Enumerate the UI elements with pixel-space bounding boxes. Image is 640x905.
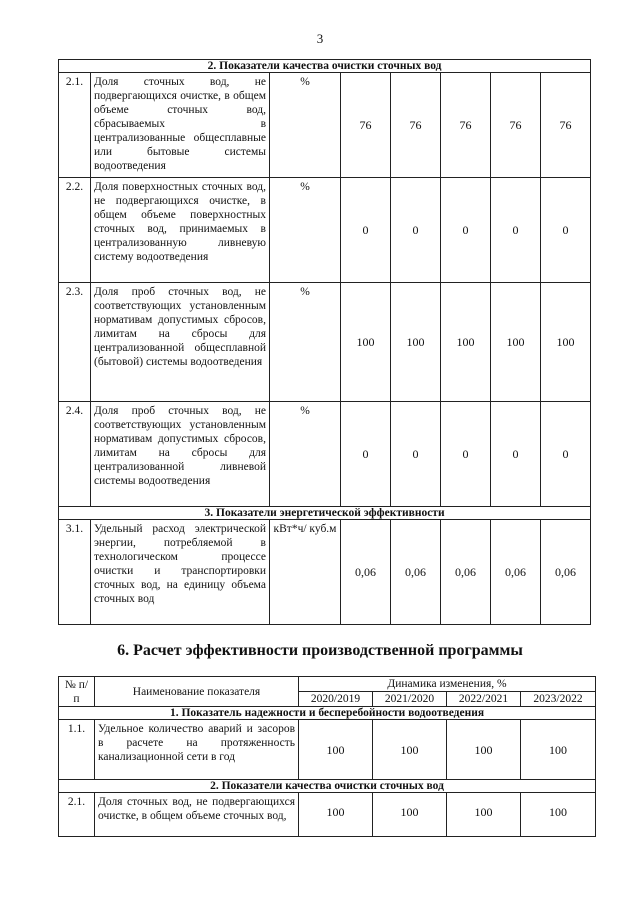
value-cell: 0 bbox=[391, 178, 441, 283]
col-number-header: № п/п bbox=[59, 677, 95, 707]
indicator-name: Доля проб сточных вод, не соответствующих установленным нормативам допустимых сбросов, лимитам на сбросы для централизованной ливневой системы водоотведения bbox=[91, 402, 270, 507]
section-title: 2. Показатели качества очистки сточных вод bbox=[59, 780, 596, 793]
value-cell: 0,06 bbox=[541, 520, 591, 625]
table-row bbox=[59, 178, 591, 283]
value-cell: 100 bbox=[541, 283, 591, 402]
indicator-name: Доля сточных вод, не подвергающихся очистке, в общем объеме сточных вод, сбрасываемых в централизованные общесплавные или бытовые системы водоотведения bbox=[91, 73, 270, 178]
value-cell: 100 bbox=[447, 720, 521, 780]
table-row bbox=[59, 73, 591, 178]
year-header: 2021/2020 bbox=[373, 692, 447, 707]
section-row bbox=[59, 780, 596, 793]
value-cell: 100 bbox=[521, 793, 596, 837]
unit-cell: % bbox=[270, 402, 341, 507]
unit-cell: % bbox=[270, 178, 341, 283]
row-number: 2.2. bbox=[59, 178, 91, 283]
value-cell: 76 bbox=[441, 73, 491, 178]
value-cell: 76 bbox=[341, 73, 391, 178]
section-heading: 6. Расчет эффективности производственной программы bbox=[117, 642, 523, 659]
unit-cell: кВт*ч/ куб.м bbox=[270, 520, 341, 625]
col-name-header: Наименование показателя bbox=[95, 677, 299, 707]
value-cell: 100 bbox=[299, 793, 373, 837]
section-row bbox=[59, 60, 591, 73]
value-cell: 100 bbox=[299, 720, 373, 780]
indicator-name: Доля поверхностных сточных вод, не подвергающихся очистке, в общем объеме поверхностных сточных вод, принимаемых в централизованную ливневую систему водоотведения bbox=[91, 178, 270, 283]
indicator-name: Удельное количество аварий и засоров в расчете на протяженность канализационной сети в год bbox=[95, 720, 299, 780]
row-number: 1.1. bbox=[59, 720, 95, 780]
row-number: 2.4. bbox=[59, 402, 91, 507]
table-row bbox=[59, 793, 596, 837]
section-title: 1. Показатель надежности и бесперебойности водоотведения bbox=[59, 707, 596, 720]
value-cell: 76 bbox=[541, 73, 591, 178]
value-cell: 0,06 bbox=[491, 520, 541, 625]
row-number: 3.1. bbox=[59, 520, 91, 625]
value-cell: 0,06 bbox=[341, 520, 391, 625]
value-cell: 100 bbox=[373, 720, 447, 780]
indicators-table bbox=[58, 59, 591, 625]
table-row bbox=[59, 720, 596, 780]
year-header: 2020/2019 bbox=[299, 692, 373, 707]
table-row bbox=[59, 520, 591, 625]
indicator-name: Доля сточных вод, не подвергающихся очистке, в общем объеме сточных вод, bbox=[95, 793, 299, 837]
indicator-name: Доля проб сточных вод, не соответствующих установленным нормативам допустимых сбросов, лимитам на сбросы для централизованной общесплавной (бытовой) системы водоотведения bbox=[91, 283, 270, 402]
dynamics-header: Динамика изменения, % bbox=[299, 677, 596, 692]
value-cell: 100 bbox=[441, 283, 491, 402]
value-cell: 0 bbox=[341, 178, 391, 283]
section-row bbox=[59, 507, 591, 520]
value-cell: 100 bbox=[521, 720, 596, 780]
row-number: 2.1. bbox=[59, 73, 91, 178]
row-number: 2.1. bbox=[59, 793, 95, 837]
value-cell: 0 bbox=[491, 402, 541, 507]
value-cell: 76 bbox=[491, 73, 541, 178]
value-cell: 0 bbox=[441, 402, 491, 507]
value-cell: 100 bbox=[491, 283, 541, 402]
value-cell: 100 bbox=[341, 283, 391, 402]
header-row bbox=[59, 677, 596, 692]
unit-cell: % bbox=[270, 283, 341, 402]
value-cell: 0 bbox=[491, 178, 541, 283]
table-row bbox=[59, 283, 591, 402]
efficiency-table bbox=[58, 676, 596, 837]
value-cell: 0 bbox=[391, 402, 441, 507]
year-header: 2023/2022 bbox=[521, 692, 596, 707]
value-cell: 76 bbox=[391, 73, 441, 178]
unit-cell: % bbox=[270, 73, 341, 178]
value-cell: 100 bbox=[447, 793, 521, 837]
value-cell: 0,06 bbox=[391, 520, 441, 625]
section-row bbox=[59, 707, 596, 720]
page-number: 3 bbox=[316, 31, 324, 46]
value-cell: 0 bbox=[441, 178, 491, 283]
value-cell: 0,06 bbox=[441, 520, 491, 625]
value-cell: 0 bbox=[541, 402, 591, 507]
indicator-name: Удельный расход электрической энергии, потребляемой в технологическом процессе очистки и транспортировки сточных вод, на единицу объема сточных вод bbox=[91, 520, 270, 625]
section-title: 2. Показатели качества очистки сточных вод bbox=[59, 60, 591, 73]
value-cell: 0 bbox=[541, 178, 591, 283]
year-header: 2022/2021 bbox=[447, 692, 521, 707]
table-row bbox=[59, 402, 591, 507]
value-cell: 0 bbox=[341, 402, 391, 507]
value-cell: 100 bbox=[373, 793, 447, 837]
row-number: 2.3. bbox=[59, 283, 91, 402]
value-cell: 100 bbox=[391, 283, 441, 402]
section-title: 3. Показатели энергетической эффективности bbox=[59, 507, 591, 520]
